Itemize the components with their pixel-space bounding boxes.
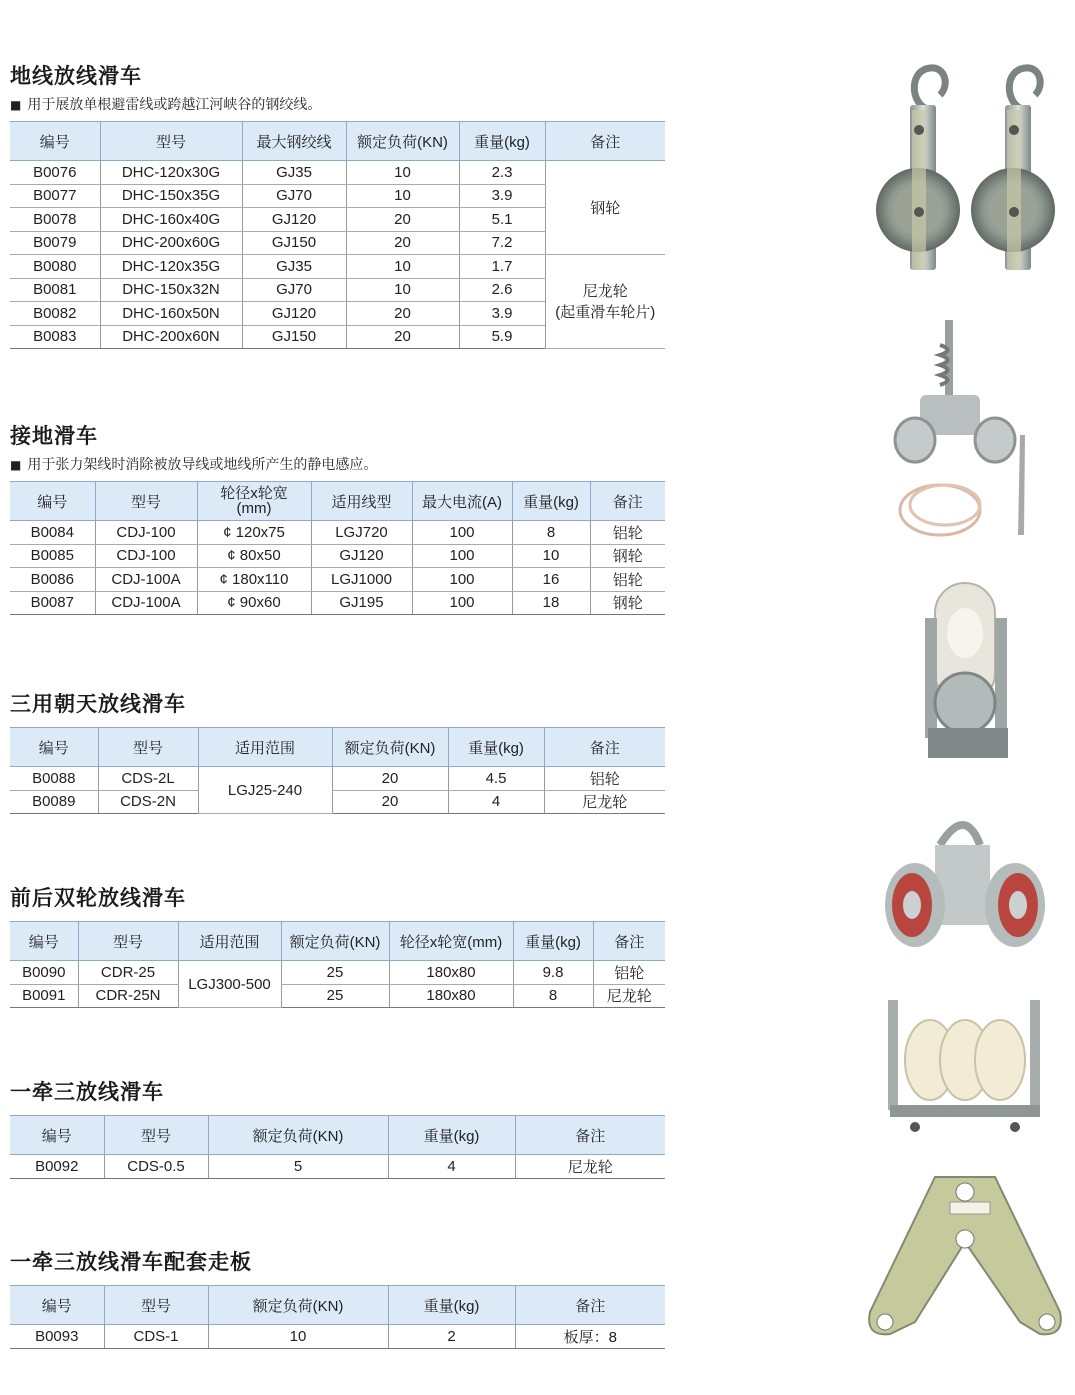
header-cell: 备注 xyxy=(544,728,665,767)
table-row xyxy=(10,161,665,185)
table-cell: 10 xyxy=(208,1325,388,1349)
header-cell: 重量(kg) xyxy=(459,122,545,161)
table-cell: 10 xyxy=(512,544,590,568)
remark-cell: 钢轮 xyxy=(545,161,665,255)
table-cell: 3.9 xyxy=(459,184,545,208)
header-cell: 编号 xyxy=(10,482,95,521)
table-cell: 9.8 xyxy=(513,961,593,985)
header-cell: 额定负荷(KN) xyxy=(346,122,459,161)
table-cell: 板厚：8 xyxy=(515,1325,665,1349)
table-cell: CDS-0.5 xyxy=(104,1155,208,1179)
table-cell: GJ120 xyxy=(242,208,346,232)
section-title: 地线放线滑车 xyxy=(10,64,142,88)
table-cell: B0078 xyxy=(10,208,100,232)
table-cell: 5.9 xyxy=(459,325,545,349)
table-row xyxy=(10,1155,665,1179)
table-cell: B0090 xyxy=(10,961,78,985)
table-cell: CDJ-100 xyxy=(95,544,197,568)
section-title: 一牵三放线滑车 xyxy=(10,1080,164,1104)
table-header-row xyxy=(10,728,665,767)
table-cell: DHC-150x32N xyxy=(100,278,242,302)
table-cell: CDS-2N xyxy=(98,790,198,814)
table-cell: ¢ 80x50 xyxy=(197,544,311,568)
table-header-row xyxy=(10,1116,665,1155)
header-line: 轮径x轮宽 xyxy=(220,485,288,502)
table-cell: 20 xyxy=(346,208,459,232)
table-cell: CDR-25 xyxy=(78,961,178,985)
table-cell: CDJ-100A xyxy=(95,591,197,615)
remark-cell xyxy=(545,255,665,349)
table-cell: 100 xyxy=(412,591,512,615)
table-cell: ¢ 90x60 xyxy=(197,591,311,615)
table-header-row xyxy=(10,1286,665,1325)
remark-line: (起重滑车轮片) xyxy=(555,303,656,321)
table-cell: 180x80 xyxy=(389,984,513,1008)
section-title: 前后双轮放线滑车 xyxy=(10,886,186,910)
table-cell: 10 xyxy=(346,255,459,279)
spec-table xyxy=(10,1115,665,1179)
header-cell: 编号 xyxy=(10,1116,104,1155)
description-text: 用于展放单根避雷线或跨越江河峡谷的钢绞线。 xyxy=(27,97,322,113)
table-cell: 25 xyxy=(281,984,389,1008)
header-cell: 重量(kg) xyxy=(512,482,590,521)
table-header-row xyxy=(10,922,665,961)
section-description xyxy=(10,94,665,114)
table-cell: B0077 xyxy=(10,184,100,208)
header-cell: 适用范围 xyxy=(198,728,332,767)
header-cell: 最大电流(A) xyxy=(412,482,512,521)
table-cell: B0083 xyxy=(10,325,100,349)
table-cell: GJ70 xyxy=(242,184,346,208)
table-cell: 180x80 xyxy=(389,961,513,985)
description-text: 用于张力架线时消除被放导线或地线所产生的静电感应。 xyxy=(27,457,378,473)
table-cell: 20 xyxy=(332,790,448,814)
section-double-wheel-pulley xyxy=(10,882,665,1008)
table-cell: 2.6 xyxy=(459,278,545,302)
table-row xyxy=(10,1325,665,1349)
table-cell: B0076 xyxy=(10,161,100,185)
table-header-row xyxy=(10,482,665,521)
bullet-square-icon: ■ xyxy=(10,98,22,112)
table-cell: 钢轮 xyxy=(590,544,665,568)
table-cell: CDJ-100A xyxy=(95,568,197,592)
header-cell: 编号 xyxy=(10,922,78,961)
table-cell: GJ150 xyxy=(242,231,346,255)
header-cell: 适用范围 xyxy=(178,922,281,961)
table-cell: B0086 xyxy=(10,568,95,592)
header-cell xyxy=(197,482,311,521)
table-cell: B0082 xyxy=(10,302,100,326)
table-row xyxy=(10,544,665,568)
table-cell: GJ195 xyxy=(311,591,412,615)
header-cell: 编号 xyxy=(10,1286,104,1325)
table-cell: 20 xyxy=(332,767,448,791)
header-cell: 型号 xyxy=(104,1116,208,1155)
table-cell: 100 xyxy=(412,521,512,545)
header-cell: 编号 xyxy=(10,728,98,767)
table-cell: B0085 xyxy=(10,544,95,568)
table-cell: B0079 xyxy=(10,231,100,255)
table-cell: B0088 xyxy=(10,767,98,791)
grounding-pulley-image xyxy=(890,315,1040,540)
header-cell: 额定负荷(KN) xyxy=(208,1286,388,1325)
table-cell: B0093 xyxy=(10,1325,104,1349)
table-cell: LGJ1000 xyxy=(311,568,412,592)
table-cell: 10 xyxy=(346,161,459,185)
table-cell: GJ70 xyxy=(242,278,346,302)
section-ground-wire-pulley xyxy=(10,60,665,349)
table-cell: 18 xyxy=(512,591,590,615)
table-cell: 1.7 xyxy=(459,255,545,279)
table-cell: B0081 xyxy=(10,278,100,302)
section-grounding-pulley xyxy=(10,420,665,615)
header-cell: 型号 xyxy=(78,922,178,961)
table-cell: DHC-120x30G xyxy=(100,161,242,185)
header-cell: 最大钢绞线 xyxy=(242,122,346,161)
header-cell: 备注 xyxy=(590,482,665,521)
table-cell: 25 xyxy=(281,961,389,985)
section-title: 一牵三放线滑车配套走板 xyxy=(10,1250,252,1274)
table-row xyxy=(10,521,665,545)
table-cell: B0091 xyxy=(10,984,78,1008)
table-cell: 8 xyxy=(512,521,590,545)
table-cell: 铝轮 xyxy=(593,961,665,985)
table-cell: 20 xyxy=(346,302,459,326)
table-cell: 3.9 xyxy=(459,302,545,326)
table-cell: DHC-160x50N xyxy=(100,302,242,326)
table-cell: 10 xyxy=(346,278,459,302)
table-row xyxy=(10,984,665,1008)
table-cell: LGJ720 xyxy=(311,521,412,545)
table-cell: CDJ-100 xyxy=(95,521,197,545)
table-cell: 20 xyxy=(346,325,459,349)
table-cell: GJ150 xyxy=(242,325,346,349)
range-cell: LGJ300-500 xyxy=(178,961,281,1008)
header-cell: 型号 xyxy=(104,1286,208,1325)
bullet-square-icon: ■ xyxy=(10,458,22,472)
table-cell: 5.1 xyxy=(459,208,545,232)
table-cell: 100 xyxy=(412,568,512,592)
table-cell: B0084 xyxy=(10,521,95,545)
table-cell: 钢轮 xyxy=(590,591,665,615)
table-cell: DHC-150x35G xyxy=(100,184,242,208)
spec-table xyxy=(10,1285,665,1349)
table-cell: 100 xyxy=(412,544,512,568)
header-cell: 型号 xyxy=(95,482,197,521)
table-cell: 铝轮 xyxy=(590,568,665,592)
table-cell: GJ35 xyxy=(242,161,346,185)
upward-pulley-image xyxy=(920,578,1020,768)
spec-table xyxy=(10,481,665,615)
table-cell: ¢ 120x75 xyxy=(197,521,311,545)
walking-board-image xyxy=(855,1172,1070,1342)
header-cell: 重量(kg) xyxy=(513,922,593,961)
header-cell: 编号 xyxy=(10,122,100,161)
header-cell: 备注 xyxy=(545,122,665,161)
table-cell: DHC-200x60N xyxy=(100,325,242,349)
header-cell: 额定负荷(KN) xyxy=(281,922,389,961)
header-cell: 重量(kg) xyxy=(388,1116,515,1155)
table-header-row xyxy=(10,122,665,161)
table-cell: DHC-120x35G xyxy=(100,255,242,279)
table-cell: GJ120 xyxy=(311,544,412,568)
table-cell: 4 xyxy=(448,790,544,814)
header-cell: 轮径x轮宽(mm) xyxy=(389,922,513,961)
table-cell: CDS-1 xyxy=(104,1325,208,1349)
table-cell: 7.2 xyxy=(459,231,545,255)
header-cell: 适用线型 xyxy=(311,482,412,521)
header-cell: 型号 xyxy=(98,728,198,767)
table-cell: 10 xyxy=(346,184,459,208)
table-cell: DHC-200x60G xyxy=(100,231,242,255)
header-cell: 额定负荷(KN) xyxy=(332,728,448,767)
table-cell: B0080 xyxy=(10,255,100,279)
table-row xyxy=(10,767,665,791)
spec-table xyxy=(10,921,665,1008)
table-cell: CDR-25N xyxy=(78,984,178,1008)
range-cell: LGJ25-240 xyxy=(198,767,332,814)
table-cell: 尼龙轮 xyxy=(593,984,665,1008)
table-cell: GJ120 xyxy=(242,302,346,326)
table-cell: 5 xyxy=(208,1155,388,1179)
table-cell: B0089 xyxy=(10,790,98,814)
table-cell: B0087 xyxy=(10,591,95,615)
section-description xyxy=(10,454,665,474)
table-cell: 2 xyxy=(388,1325,515,1349)
table-cell: 尼龙轮 xyxy=(544,790,665,814)
table-cell: GJ35 xyxy=(242,255,346,279)
header-line: (mm) xyxy=(236,500,272,517)
section-title: 接地滑车 xyxy=(10,424,98,448)
header-cell: 额定负荷(KN) xyxy=(208,1116,388,1155)
table-cell: 16 xyxy=(512,568,590,592)
triple-pulley-image xyxy=(880,995,1050,1140)
spec-table xyxy=(10,121,665,349)
table-cell: 尼龙轮 xyxy=(515,1155,665,1179)
remark-line: 尼龙轮 xyxy=(582,282,628,300)
spec-table xyxy=(10,727,665,814)
table-row xyxy=(10,961,665,985)
header-cell: 重量(kg) xyxy=(388,1286,515,1325)
header-cell: 备注 xyxy=(515,1116,665,1155)
table-cell: 2.3 xyxy=(459,161,545,185)
section-triple-pulley xyxy=(10,1076,665,1179)
table-cell: ¢ 180x110 xyxy=(197,568,311,592)
table-row xyxy=(10,255,665,279)
table-cell: 4 xyxy=(388,1155,515,1179)
table-row xyxy=(10,568,665,592)
table-row xyxy=(10,591,665,615)
header-cell: 备注 xyxy=(515,1286,665,1325)
section-upward-pulley xyxy=(10,688,665,814)
hook-pulley-pair-image xyxy=(870,60,1070,280)
section-title: 三用朝天放线滑车 xyxy=(10,692,186,716)
table-cell: CDS-2L xyxy=(98,767,198,791)
table-row xyxy=(10,790,665,814)
section-walking-board xyxy=(10,1246,665,1349)
header-cell: 型号 xyxy=(100,122,242,161)
table-cell: 20 xyxy=(346,231,459,255)
header-cell: 备注 xyxy=(593,922,665,961)
double-wheel-pulley-image xyxy=(880,805,1050,965)
table-cell: B0092 xyxy=(10,1155,104,1179)
table-cell: 铝轮 xyxy=(544,767,665,791)
table-cell: 8 xyxy=(513,984,593,1008)
table-cell: 铝轮 xyxy=(590,521,665,545)
table-cell: DHC-160x40G xyxy=(100,208,242,232)
table-cell: 4.5 xyxy=(448,767,544,791)
header-cell: 重量(kg) xyxy=(448,728,544,767)
